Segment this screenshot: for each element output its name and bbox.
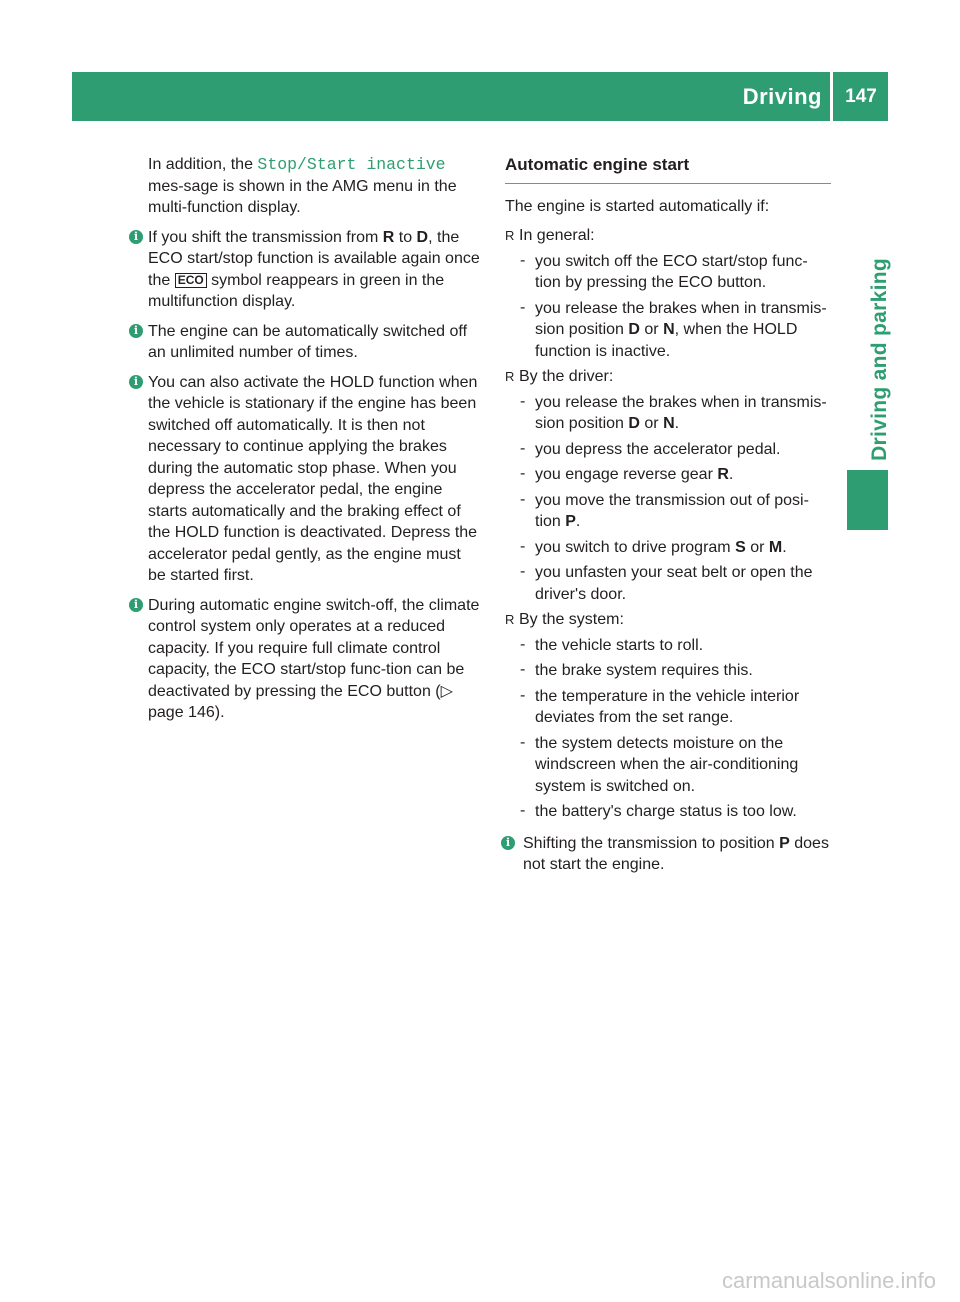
list-item bbox=[505, 801, 831, 823]
dash-icon: - bbox=[520, 298, 526, 316]
side-tab-marker bbox=[847, 470, 888, 530]
dash-icon: - bbox=[520, 661, 526, 678]
list-item bbox=[505, 686, 831, 729]
page-number: 147 bbox=[845, 86, 877, 107]
info-note-3 bbox=[130, 372, 480, 587]
list-item bbox=[505, 225, 831, 247]
list-text: you unfasten your seat belt or open the driver's door. bbox=[535, 564, 813, 603]
list-item bbox=[505, 439, 831, 461]
gear-d: D bbox=[628, 415, 640, 432]
list-item bbox=[505, 490, 831, 533]
gear-r: R bbox=[382, 228, 395, 246]
gear-p: P bbox=[565, 513, 576, 530]
dash-icon: - bbox=[520, 686, 526, 704]
list-item bbox=[505, 733, 831, 798]
list-item bbox=[505, 366, 831, 388]
list-text: . bbox=[674, 415, 680, 432]
list-text: you depress the accelerator pedal. bbox=[535, 440, 781, 458]
dash-icon: - bbox=[520, 537, 526, 555]
note-text: Shifting the transmission to position bbox=[523, 834, 780, 852]
info-icon: i bbox=[129, 375, 143, 389]
note-text: does not start the engine. bbox=[523, 834, 829, 873]
list-item bbox=[505, 251, 831, 294]
list-text: you release the brakes when in transmis-sion position bbox=[535, 299, 827, 338]
right-column bbox=[505, 154, 831, 884]
list-text: the system detects moisture on the windscreen when the air-conditioning system is switched on. bbox=[535, 734, 799, 795]
bullet-icon: R bbox=[505, 369, 515, 384]
bullet-icon: R bbox=[505, 228, 515, 243]
note-text: symbol reappears in green in the multifunction display. bbox=[148, 271, 445, 310]
dash-icon: - bbox=[520, 392, 526, 410]
list-text: or bbox=[639, 321, 664, 338]
list-text: you engage reverse gear bbox=[535, 466, 718, 483]
info-note-4 bbox=[130, 595, 480, 724]
intro-text-end: mes-sage is shown in the AMG menu in the multi-function display. bbox=[148, 177, 457, 216]
list-text: By the driver: bbox=[519, 368, 614, 385]
list-item bbox=[505, 562, 831, 605]
list-item bbox=[505, 660, 831, 682]
dash-icon: - bbox=[520, 251, 526, 269]
gear-p: P bbox=[779, 834, 790, 852]
list-item bbox=[505, 464, 831, 486]
info-icon: i bbox=[129, 598, 143, 612]
info-note-1 bbox=[130, 227, 480, 313]
info-note-5 bbox=[501, 833, 831, 876]
left-column bbox=[133, 154, 480, 732]
list-text: . bbox=[575, 513, 581, 530]
info-icon: i bbox=[129, 230, 143, 244]
note-text: If you shift the transmission from bbox=[148, 228, 383, 246]
dash-icon: - bbox=[520, 465, 526, 482]
dash-icon: - bbox=[520, 733, 526, 751]
intro-paragraph bbox=[148, 154, 480, 219]
dash-icon: - bbox=[520, 490, 526, 508]
list-text: you release the brakes when in transmis-sion position bbox=[535, 393, 827, 432]
list-text: you switch to drive program bbox=[535, 538, 736, 556]
page-ref-link[interactable]: page 146). bbox=[148, 704, 225, 721]
dash-icon: - bbox=[520, 439, 526, 457]
list-text: you switch off the ECO start/stop func-tion by pressing the ECO button. bbox=[535, 252, 808, 291]
dash-icon: - bbox=[520, 802, 526, 819]
list-text: In general: bbox=[519, 227, 595, 244]
list-text: . bbox=[782, 538, 787, 556]
list-item bbox=[505, 392, 831, 435]
gear-n: N bbox=[663, 415, 675, 432]
note-text: The engine can be automatically switched off an unlimited number of times. bbox=[148, 322, 468, 361]
note-text: to bbox=[394, 228, 417, 246]
bullet-icon: R bbox=[505, 612, 515, 627]
info-icon: i bbox=[129, 324, 143, 338]
note-text: , the ECO start/stop function is available again once the bbox=[148, 228, 480, 289]
page-ref-arrow-icon: ▷ bbox=[440, 682, 453, 700]
list-item bbox=[505, 635, 831, 657]
program-s: S bbox=[735, 538, 746, 556]
list-item bbox=[505, 537, 831, 559]
side-tab-label: Driving and parking bbox=[868, 258, 891, 461]
note-text: You can also activate the HOLD function when the vehicle is stationary if the engine has been switched off automatically. It is then not necessary to continue applying the brakes during the automatic stop phase. When you depress the accelerator pedal, the engine starts automatically and the braking effect of the HOLD function is deactivated. Depress the accelerator pedal gently, as the engine must be started first. bbox=[148, 373, 478, 584]
intro-text: In addition, the bbox=[148, 156, 258, 173]
info-icon: i bbox=[501, 836, 515, 850]
section-intro: The engine is started automatically if: bbox=[505, 197, 770, 215]
watermark: carmanualsonline.info bbox=[721, 1268, 936, 1293]
list-text: . bbox=[728, 466, 734, 483]
list-text: By the system: bbox=[519, 611, 624, 628]
list-text: the brake system requires this. bbox=[535, 662, 753, 679]
list-text: the vehicle starts to roll. bbox=[535, 636, 704, 654]
display-message: Stop/Start inactive bbox=[257, 155, 446, 174]
gear-r: R bbox=[717, 466, 729, 483]
gear-n: N bbox=[663, 321, 675, 338]
list-item bbox=[505, 609, 831, 631]
chapter-title: Driving bbox=[742, 84, 822, 109]
list-text: the battery's charge status is too low. bbox=[535, 803, 797, 820]
dash-icon: - bbox=[520, 635, 526, 653]
gear-d: D bbox=[416, 228, 429, 246]
list-text: , when the HOLD function is inactive. bbox=[535, 321, 798, 360]
section-heading: Automatic engine start bbox=[505, 154, 831, 184]
list-text: or bbox=[745, 538, 769, 556]
header-separator bbox=[830, 72, 833, 121]
program-m: M bbox=[768, 538, 783, 556]
list-text: you move the transmission out of posi-tion bbox=[535, 491, 809, 530]
list-text: or bbox=[639, 415, 664, 432]
gear-d: D bbox=[628, 321, 640, 338]
list-text: the temperature in the vehicle interior deviates from the set range. bbox=[535, 687, 800, 726]
dash-icon: - bbox=[520, 563, 526, 580]
list-item bbox=[505, 298, 831, 363]
eco-symbol-icon: ECO bbox=[175, 273, 207, 288]
info-note-2 bbox=[130, 321, 480, 364]
note-text: During automatic engine switch-off, the climate control system only operates at a reduced capacity. If you require full climate control capacity, the ECO start/stop func-tion can be deactivated by pressing the ECO button ( bbox=[148, 596, 480, 700]
